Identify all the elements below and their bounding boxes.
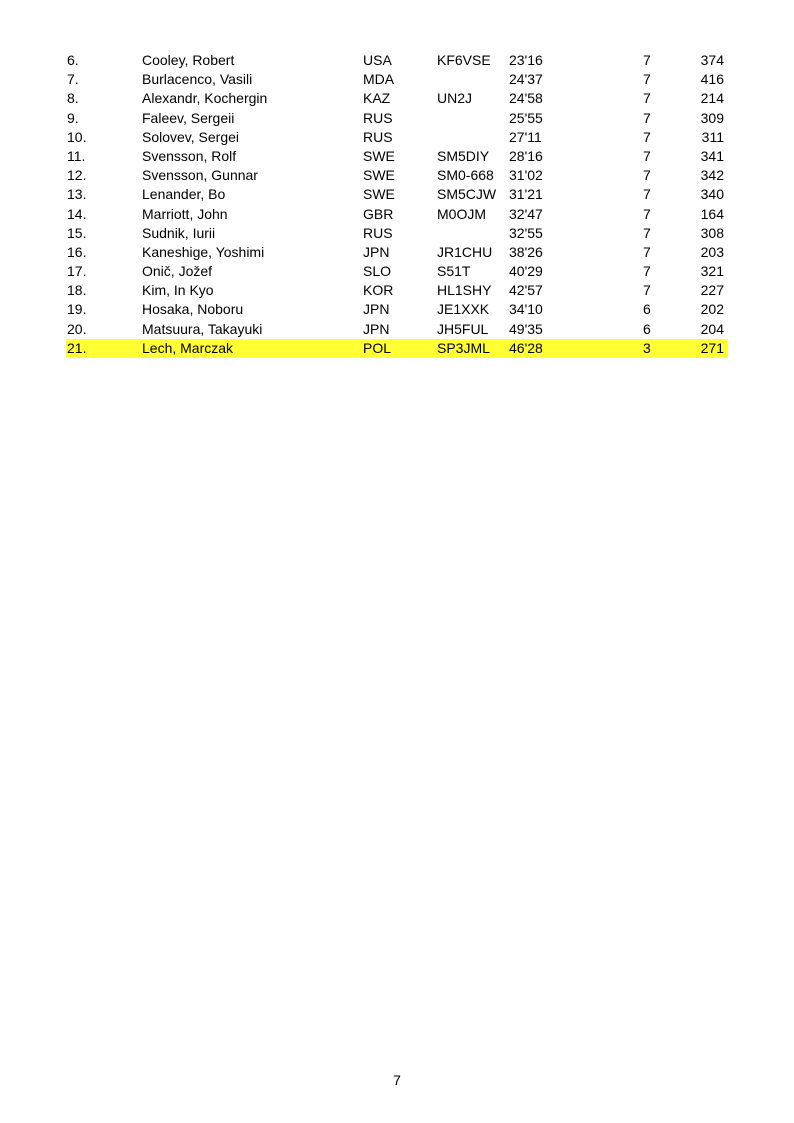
found-count-cell: 6: [643, 301, 651, 318]
start-number-cell: 202: [700, 301, 724, 318]
country-cell: USA: [363, 52, 392, 68]
place-cell: 21.: [67, 339, 87, 356]
place-cell: 15.: [67, 224, 87, 241]
place-cell: 11.: [67, 147, 86, 164]
found-count-cell: 7: [643, 167, 651, 184]
table-row: [66, 166, 728, 185]
time-cell: 23'16: [509, 52, 543, 68]
results-table: [66, 51, 728, 358]
country-cell: POL: [363, 339, 392, 356]
start-number-cell: 227: [700, 282, 724, 299]
country-cell: JPN: [363, 320, 390, 337]
callsign-cell: S51T: [437, 263, 471, 280]
table-row: [66, 51, 728, 70]
found-count-cell: 7: [643, 243, 651, 260]
time-cell: 49'35: [509, 320, 543, 337]
country-cell: KAZ: [363, 90, 391, 107]
place-cell: 7.: [67, 71, 79, 88]
country-cell: KOR: [363, 282, 394, 299]
place-cell: 20.: [67, 320, 87, 337]
start-number-cell: 308: [700, 224, 724, 241]
start-number-cell: 203: [700, 243, 724, 260]
place-cell: 9.: [67, 109, 79, 126]
competitor-name-cell: Matsuura, Takayuki: [142, 320, 263, 337]
callsign-cell: SM0-668: [437, 167, 494, 184]
time-cell: 27'11: [509, 128, 542, 145]
competitor-name-cell: Cooley, Robert: [142, 52, 235, 68]
start-number-cell: 214: [700, 90, 724, 107]
found-count-cell: 7: [643, 263, 651, 280]
country-cell: MDA: [363, 71, 395, 88]
start-number-cell: 164: [700, 205, 724, 222]
callsign-cell: UN2J: [437, 90, 473, 107]
place-cell: 18.: [67, 282, 87, 299]
place-cell: 6.: [67, 52, 79, 68]
place-cell: 19.: [67, 301, 87, 318]
time-cell: 31'02: [509, 167, 543, 184]
found-count-cell: 7: [643, 52, 651, 68]
country-cell: SWE: [363, 186, 395, 203]
table-row: [66, 109, 728, 128]
table-row: [66, 300, 728, 319]
table-row: [66, 147, 728, 166]
competitor-name-cell: Lech, Marczak: [142, 339, 234, 356]
found-count-cell: 7: [643, 282, 651, 299]
time-cell: 38'26: [509, 243, 543, 260]
competitor-name-cell: Onič, Jožef: [142, 263, 213, 280]
country-cell: SLO: [363, 263, 392, 280]
place-cell: 10.: [67, 128, 87, 145]
table-row: [66, 243, 728, 262]
found-count-cell: 7: [643, 186, 651, 203]
table-row: [66, 205, 728, 224]
time-cell: 25'55: [509, 109, 543, 126]
place-cell: 8.: [67, 90, 79, 107]
table-row: [66, 70, 728, 89]
competitor-name-cell: Alexandr, Kochergin: [142, 90, 268, 107]
table-row: [66, 224, 728, 243]
country-cell: SWE: [363, 147, 395, 164]
start-number-cell: 341: [700, 147, 724, 164]
time-cell: 31'21: [509, 186, 543, 203]
found-count-cell: 6: [643, 320, 651, 337]
table-row: [66, 262, 728, 281]
page-number: 7: [393, 1072, 401, 1088]
start-number-cell: 342: [700, 167, 724, 184]
table-row-highlighted: [66, 339, 728, 358]
time-cell: 24'58: [509, 90, 543, 107]
competitor-name-cell: Hosaka, Noboru: [142, 301, 244, 318]
time-cell: 42'57: [509, 282, 543, 299]
place-cell: 14.: [67, 205, 87, 222]
place-cell: 17.: [67, 263, 87, 280]
country-cell: JPN: [363, 243, 390, 260]
time-cell: 46'28: [509, 339, 543, 356]
time-cell: 24'37: [509, 71, 543, 88]
start-number-cell: 271: [700, 339, 724, 356]
time-cell: 32'55: [509, 224, 543, 241]
competitor-name-cell: Sudnik, Iurii: [142, 224, 216, 241]
start-number-cell: 340: [700, 186, 724, 203]
found-count-cell: 7: [643, 128, 651, 145]
competitor-name-cell: Lenander, Bo: [142, 186, 226, 203]
time-cell: 32'47: [509, 205, 543, 222]
time-cell: 28'16: [509, 147, 543, 164]
callsign-cell: JR1CHU: [437, 243, 493, 260]
results-rows: [66, 51, 728, 358]
callsign-cell: KF6VSE: [437, 52, 491, 68]
start-number-cell: 321: [700, 263, 724, 280]
callsign-cell: SM5DIY: [437, 147, 490, 164]
found-count-cell: 7: [643, 109, 651, 126]
competitor-name-cell: Solovev, Sergei: [142, 128, 240, 145]
competitor-name-cell: Svensson, Rolf: [142, 147, 237, 164]
country-cell: RUS: [363, 224, 393, 241]
table-row: [66, 89, 728, 108]
callsign-cell: JE1XXK: [437, 301, 490, 318]
callsign-cell: SM5CJW: [437, 186, 497, 203]
found-count-cell: 7: [643, 147, 651, 164]
start-number-cell: 204: [700, 320, 724, 337]
country-cell: RUS: [363, 109, 393, 126]
place-cell: 16.: [67, 243, 87, 260]
place-cell: 12.: [67, 167, 87, 184]
place-cell: 13.: [67, 186, 87, 203]
found-count-cell: 7: [643, 205, 651, 222]
found-count-cell: 7: [643, 90, 651, 107]
country-cell: GBR: [363, 205, 394, 222]
found-count-cell: 7: [643, 224, 651, 241]
country-cell: RUS: [363, 128, 393, 145]
found-count-cell: 3: [643, 339, 651, 356]
start-number-cell: 416: [700, 71, 724, 88]
competitor-name-cell: Kim, In Kyo: [142, 282, 214, 299]
callsign-cell: SP3JML: [437, 339, 490, 356]
start-number-cell: 311: [701, 128, 724, 145]
found-count-cell: 7: [643, 71, 651, 88]
table-row: [66, 185, 728, 204]
table-row: [66, 281, 728, 300]
time-cell: 34'10: [509, 301, 543, 318]
table-row: [66, 320, 728, 339]
time-cell: 40'29: [509, 263, 543, 280]
competitor-name-cell: Faleev, Sergeii: [142, 109, 235, 126]
country-cell: JPN: [363, 301, 390, 318]
competitor-name-cell: Svensson, Gunnar: [142, 167, 258, 184]
country-cell: SWE: [363, 167, 395, 184]
callsign-cell: HL1SHY: [437, 282, 492, 299]
callsign-cell: JH5FUL: [437, 320, 489, 337]
competitor-name-cell: Burlacenco, Vasili: [142, 71, 253, 88]
table-row: [66, 128, 728, 147]
competitor-name-cell: Marriott, John: [142, 205, 228, 222]
callsign-cell: M0OJM: [437, 205, 486, 222]
start-number-cell: 374: [700, 52, 724, 68]
competitor-name-cell: Kaneshige, Yoshimi: [142, 243, 265, 260]
start-number-cell: 309: [700, 109, 724, 126]
